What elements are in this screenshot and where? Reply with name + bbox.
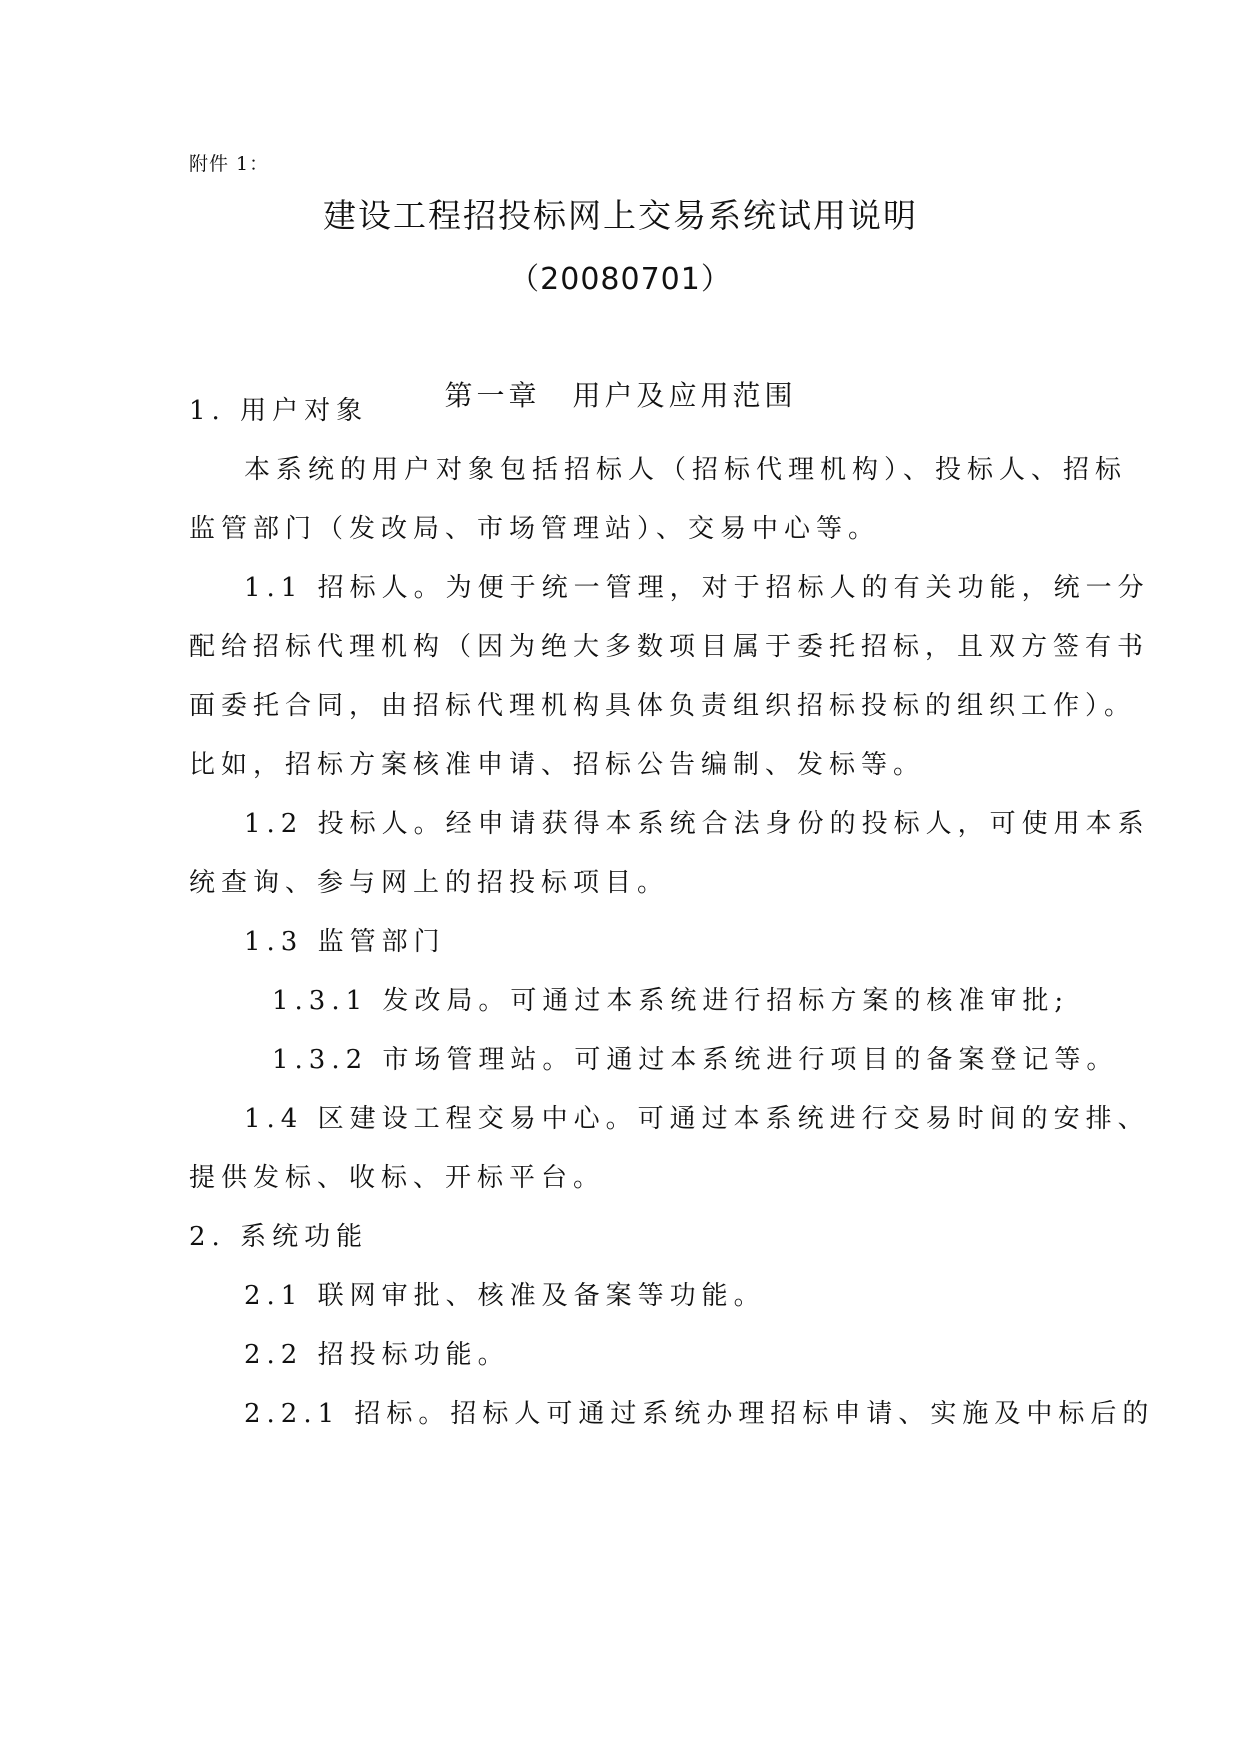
paragraph-2-1: 2.1 联网审批、核准及备案等功能。 bbox=[244, 1281, 766, 1311]
section-2-heading: 2. 系统功能 bbox=[189, 1222, 369, 1252]
section-1-heading: 1. 用户对象 bbox=[189, 396, 369, 426]
paragraph-2-2: 2.2 招投标功能。 bbox=[244, 1340, 510, 1370]
paragraph-1-3: 1.3 监管部门 bbox=[244, 927, 446, 957]
document-title: 建设工程招投标网上交易系统试用说明 bbox=[323, 196, 918, 235]
paragraph-1-2-line-1: 1.2 投标人。经申请获得本系统合法身份的投标人，可使用本系 bbox=[244, 809, 1150, 839]
paragraph-1-4-line-1: 1.4 区建设工程交易中心。可通过本系统进行交易时间的安排、 bbox=[244, 1104, 1150, 1134]
paragraph-1-2-line-2: 统查询、参与网上的招投标项目。 bbox=[189, 868, 670, 898]
paragraph-1-3-2: 1.3.2 市场管理站。可通过本系统进行项目的备案登记等。 bbox=[272, 1045, 1119, 1075]
attachment-label: 附件 1： bbox=[189, 153, 270, 175]
paragraph-1-1-line-1: 1.1 招标人。为便于统一管理，对于招标人的有关功能，统一分 bbox=[244, 573, 1150, 603]
paragraph-2-2-1-line-1: 2.2.1 招标。招标人可通过系统办理招标申请、实施及中标后的 bbox=[244, 1399, 1155, 1429]
chapter-heading: 第一章 用户及应用范围 bbox=[444, 379, 797, 412]
paragraph-1-1-line-3: 面委托合同，由招标代理机构具体负责组织招标投标的组织工作）。 bbox=[189, 691, 1137, 721]
paragraph-1-3-1: 1.3.1 发改局。可通过本系统进行招标方案的核准审批; bbox=[272, 986, 1070, 1016]
paragraph-1-4-line-2: 提供发标、收标、开标平台。 bbox=[189, 1163, 606, 1193]
document-date: （20080701） bbox=[509, 262, 732, 297]
paragraph-1-1-line-4: 比如，招标方案核准申请、招标公告编制、发标等。 bbox=[189, 750, 926, 780]
paragraph-1-1-line-2: 配给招标代理机构（因为绝大多数项目属于委托招标，且双方签有书 bbox=[189, 632, 1150, 662]
paragraph-intro-line-2: 监管部门（发改局、市场管理站）、交易中心等。 bbox=[189, 514, 881, 544]
paragraph-intro-line-1: 本系统的用户对象包括招标人（招标代理机构）、投标人、招标 bbox=[244, 455, 1128, 485]
